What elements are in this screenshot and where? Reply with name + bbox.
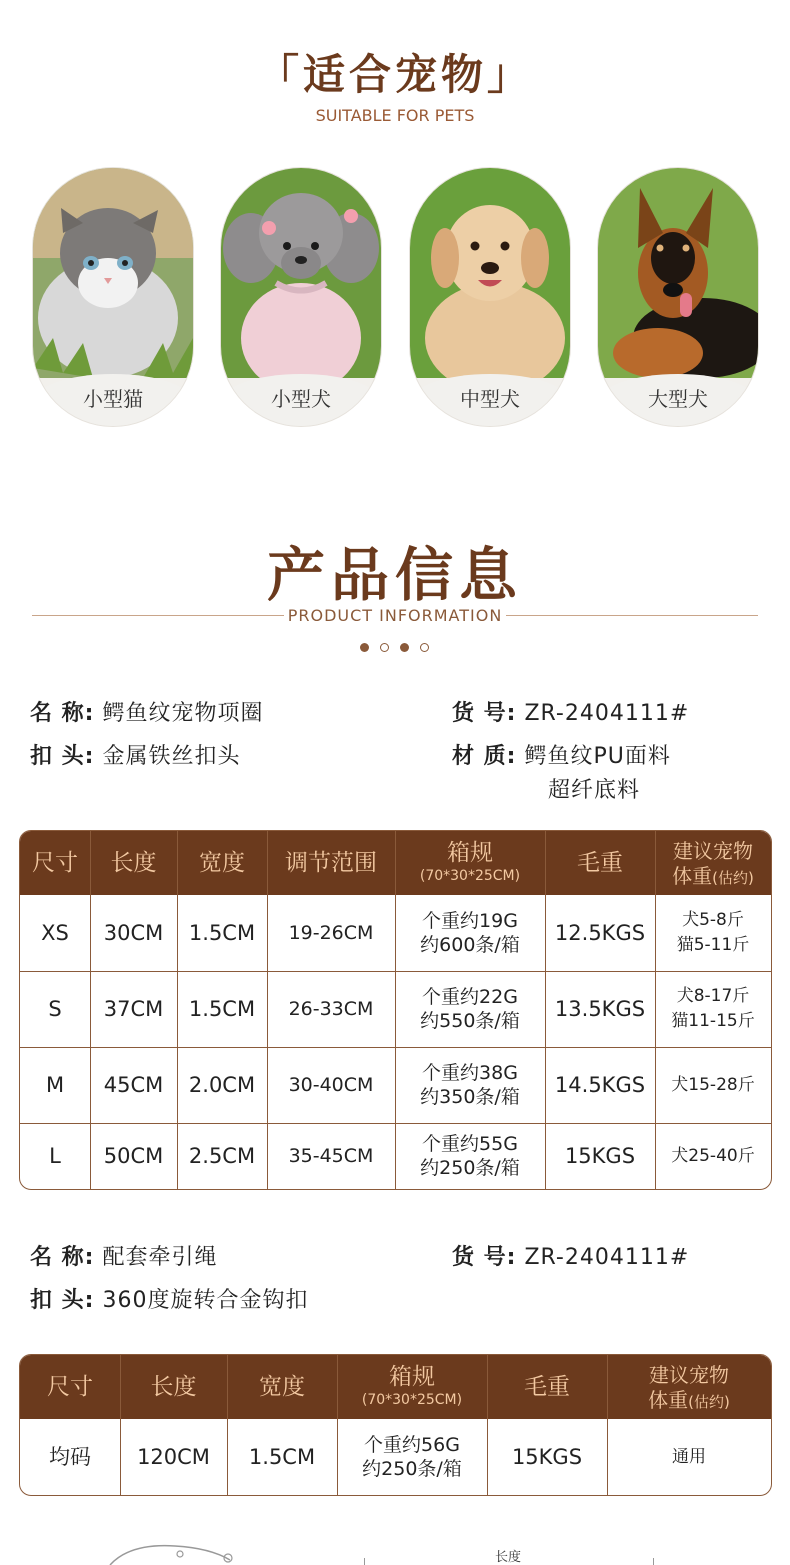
header-length: 长度 bbox=[150, 1374, 197, 1400]
pet-label: 大型犬 bbox=[598, 374, 758, 426]
cell-box-count: 约250条/箱 bbox=[362, 1458, 462, 1480]
collar-material-value: 鳄鱼纹PU面料 bbox=[524, 744, 671, 769]
product-section-subtitle: PRODUCT INFORMATION bbox=[287, 606, 503, 625]
cell-length: 30CM bbox=[103, 920, 164, 945]
pet-label: 小型猫 bbox=[33, 374, 193, 426]
cell-size: M bbox=[45, 1072, 65, 1097]
leash-buckle-row bbox=[30, 1283, 308, 1314]
dot-filled bbox=[400, 643, 409, 652]
leash-name-row bbox=[30, 1240, 217, 1271]
cell-box-weight: 个重约22G bbox=[422, 986, 518, 1008]
cell-pet-weight: 犬15-28斤 bbox=[671, 1074, 755, 1095]
leash-buckle-label: 扣 头: bbox=[30, 1288, 95, 1313]
header-pet-weight-note: (估约) bbox=[688, 1393, 730, 1411]
collar-material-row bbox=[452, 739, 671, 770]
cell-pet-cat: 猫11-15斤 bbox=[671, 1011, 755, 1031]
cell-length: 45CM bbox=[103, 1072, 164, 1097]
header-length: 长度 bbox=[110, 850, 157, 876]
cell-box bbox=[395, 1123, 545, 1189]
collar-name-row bbox=[30, 696, 263, 727]
cell-size: L bbox=[49, 1143, 61, 1168]
cell-width: 2.0CM bbox=[188, 1072, 256, 1097]
cell-size: XS bbox=[41, 920, 69, 945]
pets-section-subtitle: SUITABLE FOR PETS bbox=[315, 106, 475, 125]
kitten-photo bbox=[33, 168, 193, 378]
cell-size: S bbox=[48, 996, 62, 1021]
cell-box bbox=[337, 1419, 487, 1495]
cell-box bbox=[395, 1047, 545, 1123]
cell-width: 1.5CM bbox=[188, 996, 256, 1021]
dimension-tick-right bbox=[653, 1558, 654, 1565]
collar-sku-row bbox=[452, 696, 689, 727]
product-section-title: 产品信息 bbox=[266, 541, 523, 609]
dimension-tick-left bbox=[364, 1558, 365, 1565]
pet-card-medium-dog bbox=[410, 168, 570, 426]
header-box-dim: (70*30*25CM) bbox=[361, 1392, 463, 1408]
header-pet-weight-line1: 建议宠物 bbox=[673, 839, 753, 863]
header-size: 尺寸 bbox=[32, 850, 78, 876]
cell-range: 35-45CM bbox=[288, 1144, 374, 1167]
cell-pet-weight bbox=[655, 971, 771, 1047]
cell-length: 50CM bbox=[103, 1143, 164, 1168]
leash-sku-value: ZR-2404111# bbox=[524, 1245, 690, 1270]
collar-name-label: 名 称: bbox=[30, 701, 95, 726]
cell-box-weight: 个重约55G bbox=[422, 1133, 518, 1155]
collar-buckle-label: 扣 头: bbox=[30, 744, 95, 769]
collar-name-value: 鳄鱼纹宠物项圈 bbox=[102, 701, 264, 726]
header-pet-weight-line2 bbox=[655, 864, 771, 891]
collar-material-label: 材 质: bbox=[452, 744, 517, 769]
cell-gross-weight: 15KGS bbox=[511, 1444, 583, 1469]
leash-sku-row bbox=[452, 1240, 689, 1271]
cell-pet-weight: 犬25-40斤 bbox=[671, 1145, 755, 1166]
header-gross-weight: 毛重 bbox=[524, 1374, 570, 1400]
cell-pet-weight: 通用 bbox=[672, 1446, 706, 1467]
collar-buckle-row bbox=[30, 739, 240, 770]
cell-box-weight: 个重约19G bbox=[422, 910, 518, 932]
collar-sku-value: ZR-2404111# bbox=[524, 701, 690, 726]
cell-range: 30-40CM bbox=[288, 1073, 374, 1096]
cell-pet-dog: 犬8-17斤 bbox=[676, 986, 750, 1006]
cell-box-count: 约550条/箱 bbox=[420, 1010, 520, 1032]
cell-pet-dog: 犬5-8斤 bbox=[682, 910, 744, 930]
pet-label: 小型犬 bbox=[221, 374, 381, 426]
header-pet-weight bbox=[655, 839, 771, 891]
header-gross-weight: 毛重 bbox=[577, 850, 623, 876]
cell-width: 1.5CM bbox=[188, 920, 256, 945]
dot-filled bbox=[360, 643, 369, 652]
collar-size-table bbox=[19, 830, 772, 1190]
cell-box-count: 约250条/箱 bbox=[420, 1157, 520, 1179]
dimension-length-label: 长度 bbox=[495, 1550, 522, 1565]
leash-name-label: 名 称: bbox=[30, 1245, 95, 1270]
dots-indicator bbox=[360, 643, 430, 655]
collar-outline-icon bbox=[100, 1538, 250, 1565]
header-size: 尺寸 bbox=[47, 1374, 93, 1400]
header-pet-weight bbox=[607, 1363, 771, 1415]
collar-buckle-value: 金属铁丝扣头 bbox=[102, 744, 241, 769]
cell-box bbox=[395, 895, 545, 971]
pet-card-large-dog bbox=[598, 168, 758, 426]
header-pet-weight-line1: 建议宠物 bbox=[649, 1363, 729, 1387]
header-pet-weight-word: 体重 bbox=[672, 864, 713, 888]
cell-pet-weight bbox=[655, 895, 771, 971]
header-width: 宽度 bbox=[199, 850, 245, 876]
header-box-dim: (70*30*25CM) bbox=[419, 868, 521, 884]
cell-width: 1.5CM bbox=[248, 1444, 316, 1469]
leash-size-table bbox=[19, 1354, 772, 1496]
german-shepherd-photo bbox=[598, 168, 758, 378]
pets-section-title: 「适合宠物」 bbox=[256, 50, 533, 99]
dot-empty bbox=[380, 643, 389, 652]
cell-box-count: 约350条/箱 bbox=[420, 1086, 520, 1108]
labrador-puppy-photo bbox=[410, 168, 570, 378]
leash-name-value: 配套牵引绳 bbox=[102, 1245, 218, 1270]
cell-box-weight: 个重约56G bbox=[364, 1434, 460, 1456]
cell-box-count: 约600条/箱 bbox=[420, 934, 520, 956]
poodle-photo bbox=[221, 168, 381, 378]
cell-range: 26-33CM bbox=[288, 997, 374, 1020]
pet-label: 中型犬 bbox=[410, 374, 570, 426]
cell-range: 19-26CM bbox=[288, 921, 374, 944]
cell-box-weight: 个重约38G bbox=[422, 1062, 518, 1084]
cell-pet-cat: 猫5-11斤 bbox=[676, 935, 750, 955]
header-box-title: 箱规 bbox=[389, 1364, 435, 1390]
collar-material-value-2: 超纤底料 bbox=[548, 778, 641, 803]
leash-sku-label: 货 号: bbox=[452, 1245, 517, 1270]
collar-sku-label: 货 号: bbox=[452, 701, 517, 726]
cell-length: 120CM bbox=[137, 1444, 210, 1469]
cell-box bbox=[395, 971, 545, 1047]
cell-size: 均码 bbox=[49, 1444, 91, 1469]
cell-gross-weight: 14.5KGS bbox=[554, 1072, 646, 1097]
cell-gross-weight: 12.5KGS bbox=[554, 920, 646, 945]
header-width: 宽度 bbox=[259, 1374, 305, 1400]
pet-card-small-dog bbox=[221, 168, 381, 426]
header-range: 调节范围 bbox=[285, 850, 377, 876]
header-box-title: 箱规 bbox=[447, 840, 493, 866]
header-pet-weight-note: (估约) bbox=[712, 869, 754, 887]
cell-width: 2.5CM bbox=[188, 1143, 256, 1168]
pet-card-small-cat bbox=[33, 168, 193, 426]
header-box bbox=[395, 839, 545, 885]
header-box bbox=[337, 1363, 487, 1409]
leash-buckle-value: 360度旋转合金钩扣 bbox=[102, 1288, 309, 1313]
header-pet-weight-word: 体重 bbox=[648, 1388, 689, 1412]
header-pet-weight-line2 bbox=[607, 1388, 771, 1415]
cell-gross-weight: 13.5KGS bbox=[554, 996, 646, 1021]
cell-length: 37CM bbox=[103, 996, 164, 1021]
cell-gross-weight: 15KGS bbox=[564, 1143, 636, 1168]
dot-empty bbox=[420, 643, 429, 652]
